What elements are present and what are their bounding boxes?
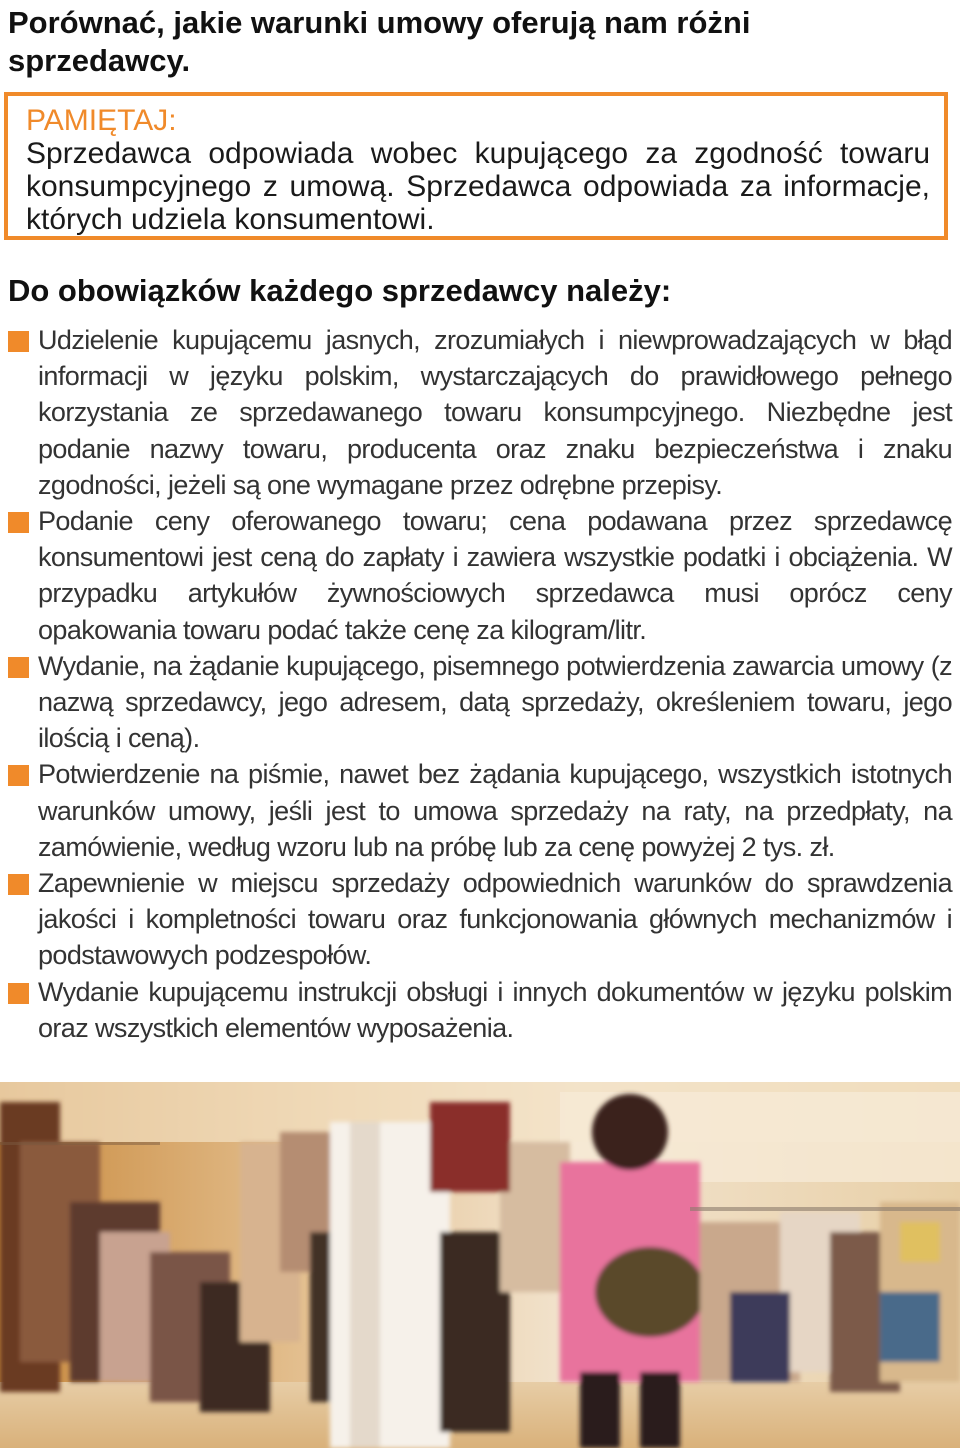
duty-text: Zapewnienie w miejscu sprzedaży odpowiednich warunków do sprawdzenia jakości i kompletności towaru oraz funkcjonowania głównych mechanizmów i podstawowych podzespołów. [38,868,952,971]
duty-text: Podanie ceny oferowanego towaru; cena podawana przez sprzedawcę konsumentowi jest ceną do zapłaty i zawiera wszystkie podatki i obciążenia. W przypadku artykułów żywnościowych sprzedawca musi oprócz ceny opakowania towaru podać także cenę za kilogram/litr. [38,506,952,645]
page-title: Porównać, jakie warunki umowy oferują nam różni sprzedawcy. [8,5,751,78]
square-bullet-icon [8,874,29,895]
square-bullet-icon [8,765,29,786]
square-bullet-icon [8,512,29,533]
remember-label: PAMIĘTAJ: [26,104,177,137]
duties-list [8,322,952,1046]
list-item [8,503,952,648]
list-item [8,865,952,974]
store-photo [0,1082,960,1448]
square-bullet-icon [8,331,29,352]
list-item [8,974,952,1046]
remember-text: Sprzedawca odpowiada wobec kupującego za zgodność towaru konsumpcyjnego z umową. Sprzedawca odpowiada za informacje, których udziela konsumentowi. [26,137,930,236]
duty-text: Wydanie kupującemu instrukcji obsługi i innych dokumentów w języku polskim oraz wszystkich elementów wyposażenia. [38,976,952,1043]
remember-box [4,92,948,240]
list-item [8,756,952,865]
list-item [8,648,952,757]
duty-text: Potwierdzenie na piśmie, nawet bez żądania kupującego, wszystkich istotnych warunków umowy, jeśli jest to umowa sprzedaży na raty, na przedpłaty, na zamówienie, według wzoru lub na próbę lub za cenę powyżej 2 tys. zł. [38,759,952,862]
square-bullet-icon [8,983,29,1004]
clothing-store-illustration [0,1082,960,1448]
duty-text: Udzielenie kupującemu jasnych, zrozumiałych i niewprowadzających w błąd informacji w języku polskim, wystarczających do prawidłowego pełnego korzystania ze sprzedawanego towaru konsumpcyjnego. Niezbędne jest podanie nazwy towaru, producenta oraz znaku bezpieczeństwa i znaku zgodności, jeżeli są one wymagane przez odrębne przepisy. [38,325,952,500]
duties-title: Do obowiązków każdego sprzedawcy należy: [8,273,672,308]
duty-text: Wydanie, na żądanie kupującego, pisemnego potwierdzenia zawarcia umowy (z nazwą sprzedawcy, jego adresem, datą sprzedaży, określeniem towaru, jego ilością i ceną). [38,650,952,754]
square-bullet-icon [8,657,29,678]
list-item [8,322,952,503]
